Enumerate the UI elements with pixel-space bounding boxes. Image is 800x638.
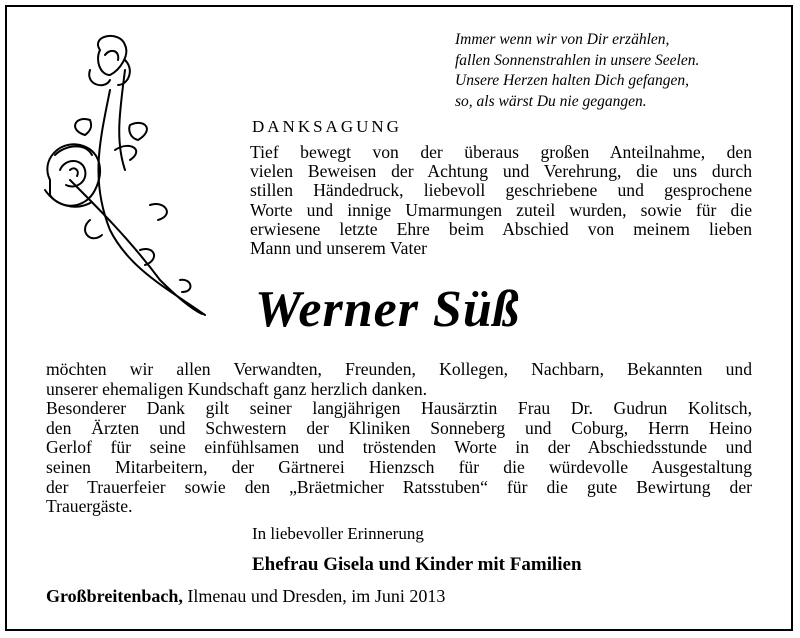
rose-illustration — [30, 30, 210, 320]
body-line: unserer ehemaligen Kundschaft ganz herzlich danken. — [46, 378, 428, 399]
body-line: möchten wir allen Verwandten, Freunden, Kollegen, Nachbarn, Bekannten und — [46, 359, 752, 379]
heading-danksagung: DANKSAGUNG — [252, 117, 402, 136]
poem-line: Unsere Herzen halten Dich gefangen, — [455, 72, 690, 89]
intro-line: vielen Beweisen der Achtung und Verehrung, die uns durch — [250, 161, 752, 182]
family-signature: Ehefrau Gisela und Kinder mit Familien — [252, 554, 582, 575]
place-rest: Ilmenau und Dresden, im Juni 2013 — [182, 586, 446, 606]
intro-line: stillen Händedruck, liebevoll geschriebene und gesprochene — [250, 180, 752, 201]
intro-line: Worte und innige Umarmungen zuteil wurden, sowie für die — [250, 199, 752, 220]
deceased-name: Werner Süß — [255, 281, 520, 338]
body-line: den Ärzten und Schwestern der Kliniken Sonneberg und Coburg, Herrn Heino — [46, 417, 752, 438]
intro-line: erwiesene letzte Ehre beim Abschied von meinem lieben — [250, 218, 752, 239]
place-bold: Großbreitenbach, — [46, 586, 183, 606]
body-line: der Trauerfeier sowie den „Bräetmicher Ratsstuben“ für die gute Bewirtung der — [46, 476, 752, 497]
body-line: Besonderer Dank gilt seiner langjährigen Hausärztin Frau Dr. Gudrun Kolitsch, — [46, 398, 752, 419]
intro-line: Tief bewegt von der überaus großen Anteilnahme, den — [250, 142, 752, 162]
poem — [455, 30, 755, 112]
poem-line: fallen Sonnenstrahlen in unsere Seelen. — [455, 51, 700, 69]
body-text — [46, 360, 752, 517]
place-date — [46, 586, 445, 607]
poem-line: so, als wärst Du nie gegangen. — [455, 92, 647, 110]
body-line: Trauergäste. — [46, 496, 133, 517]
intro-text — [250, 143, 752, 258]
remembrance-line: In liebevoller Erinnerung — [252, 524, 424, 543]
poem-line: Immer wenn wir von Dir erzählen, — [455, 31, 670, 48]
body-line: seinen Mitarbeitern, der Gärtnerei Hienzsch für die würdevolle Ausgestaltung — [46, 456, 752, 477]
intro-line: Mann und unserem Vater — [250, 237, 428, 258]
body-line: Gerlof für seine einfühlsamen und tröstenden Worte in der Abschiedsstunde und — [46, 437, 752, 458]
